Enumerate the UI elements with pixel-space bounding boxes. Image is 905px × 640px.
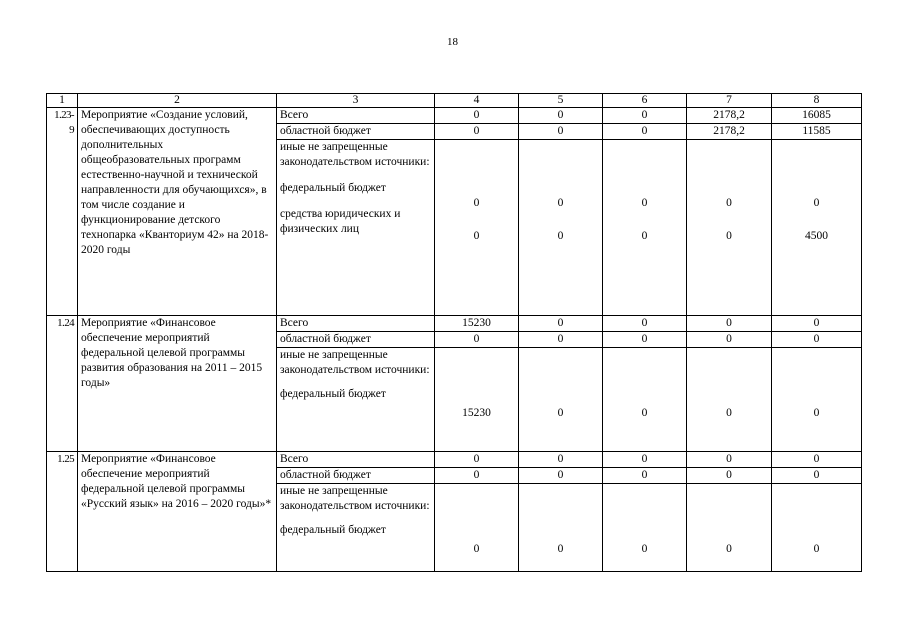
source-other [277, 348, 435, 452]
value-cell: 0 [603, 316, 687, 332]
value-cell: 0 [603, 108, 687, 124]
value-cell: 0 [435, 332, 519, 348]
source-total: Всего [277, 452, 435, 468]
value-cell: 0 [687, 316, 772, 332]
value-cell: 16085 [772, 108, 862, 124]
source-other [277, 140, 435, 316]
value-cell: 0 [519, 348, 603, 452]
source-total: Всего [277, 108, 435, 124]
header-cell: 5 [519, 94, 603, 108]
value-cell: 0 [772, 316, 862, 332]
value-cell: 2178,2 [687, 108, 772, 124]
value-cell: 0 [772, 484, 862, 572]
federal-budget-label: федеральный бюджет [280, 182, 386, 194]
table-row [47, 452, 862, 468]
value-cell: 0 [772, 332, 862, 348]
value-cell: 0 [519, 468, 603, 484]
row-description: Мероприятие «Финансовое обеспечение мероприятий федеральной целевой программы «Русский язык» на 2016 – 2020 годы»* [78, 452, 277, 572]
value-cell: 0 [603, 332, 687, 348]
header-cell: 6 [603, 94, 687, 108]
value-cell: 0 [687, 484, 772, 572]
header-cell: 3 [277, 94, 435, 108]
value-cell: 0 0 [603, 140, 687, 316]
value-cell: 0 [603, 348, 687, 452]
value-cell: 0 [519, 484, 603, 572]
header-cell: 7 [687, 94, 772, 108]
value-cell: 0 [687, 348, 772, 452]
value-cell: 0 [687, 332, 772, 348]
page-number: 18 [447, 36, 458, 48]
value-cell: 11585 [772, 124, 862, 140]
value-cell: 0 0 [519, 140, 603, 316]
value-cell: 0 [519, 332, 603, 348]
value-cell: 15230 [435, 348, 519, 452]
value-cell: 0 [519, 108, 603, 124]
table-row [47, 108, 862, 124]
other-sources-label: иные не запрещенные законодательством источники: [280, 485, 430, 512]
value-cell: 0 [519, 452, 603, 468]
source-regional: областной бюджет [277, 124, 435, 140]
value-cell: 0 [603, 484, 687, 572]
legal-entities-label: средства юридических и физических лиц [280, 208, 401, 235]
header-row [47, 94, 862, 108]
other-sources-label: иные не запрещенные законодательством источники: [280, 349, 430, 376]
value-cell: 0 [519, 124, 603, 140]
budget-table [46, 93, 862, 572]
value-cell: 2178,2 [687, 124, 772, 140]
source-regional: областной бюджет [277, 332, 435, 348]
other-sources-label: иные не запрещенные законодательством источники: [280, 141, 430, 168]
value-cell: 0 [772, 452, 862, 468]
value-cell: 0 [772, 468, 862, 484]
header-cell: 1 [47, 94, 78, 108]
row-code: 1.23-9 [47, 108, 78, 316]
value-cell: 0 [519, 316, 603, 332]
table-row [47, 316, 862, 332]
value-cell: 0 [687, 452, 772, 468]
value-cell: 0 [435, 452, 519, 468]
header-cell: 8 [772, 94, 862, 108]
value-cell: 0 [772, 348, 862, 452]
row-description: Мероприятие «Создание условий, обеспечивающих доступность дополнительных общеобразовательных программ естественно-научной и технической направленности для обучающихся», в том числе создание и функционирование детского технопарка «Кванториум 42» на 2018-2020 годы [78, 108, 277, 316]
value-cell: 0 [435, 484, 519, 572]
value-cell: 0 [603, 468, 687, 484]
value-cell: 0 0 [435, 140, 519, 316]
value-cell: 0 [435, 124, 519, 140]
value-cell: 0 [603, 452, 687, 468]
value-cell: 0 [435, 468, 519, 484]
source-regional: областной бюджет [277, 468, 435, 484]
value-cell: 0 [603, 124, 687, 140]
value-cell: 0 0 [687, 140, 772, 316]
row-description: Мероприятие «Финансовое обеспечение мероприятий федеральной целевой программы развития образования на 2011 – 2015 годы» [78, 316, 277, 452]
value-cell: 15230 [435, 316, 519, 332]
header-cell: 4 [435, 94, 519, 108]
header-cell: 2 [78, 94, 277, 108]
value-cell: 0 [687, 468, 772, 484]
source-other [277, 484, 435, 572]
source-total: Всего [277, 316, 435, 332]
row-code: 1.24 [47, 316, 78, 452]
federal-budget-label: федеральный бюджет [280, 388, 386, 400]
row-code: 1.25 [47, 452, 78, 572]
value-cell: 0 4500 [772, 140, 862, 316]
value-cell: 0 [435, 108, 519, 124]
federal-budget-label: федеральный бюджет [280, 524, 386, 536]
